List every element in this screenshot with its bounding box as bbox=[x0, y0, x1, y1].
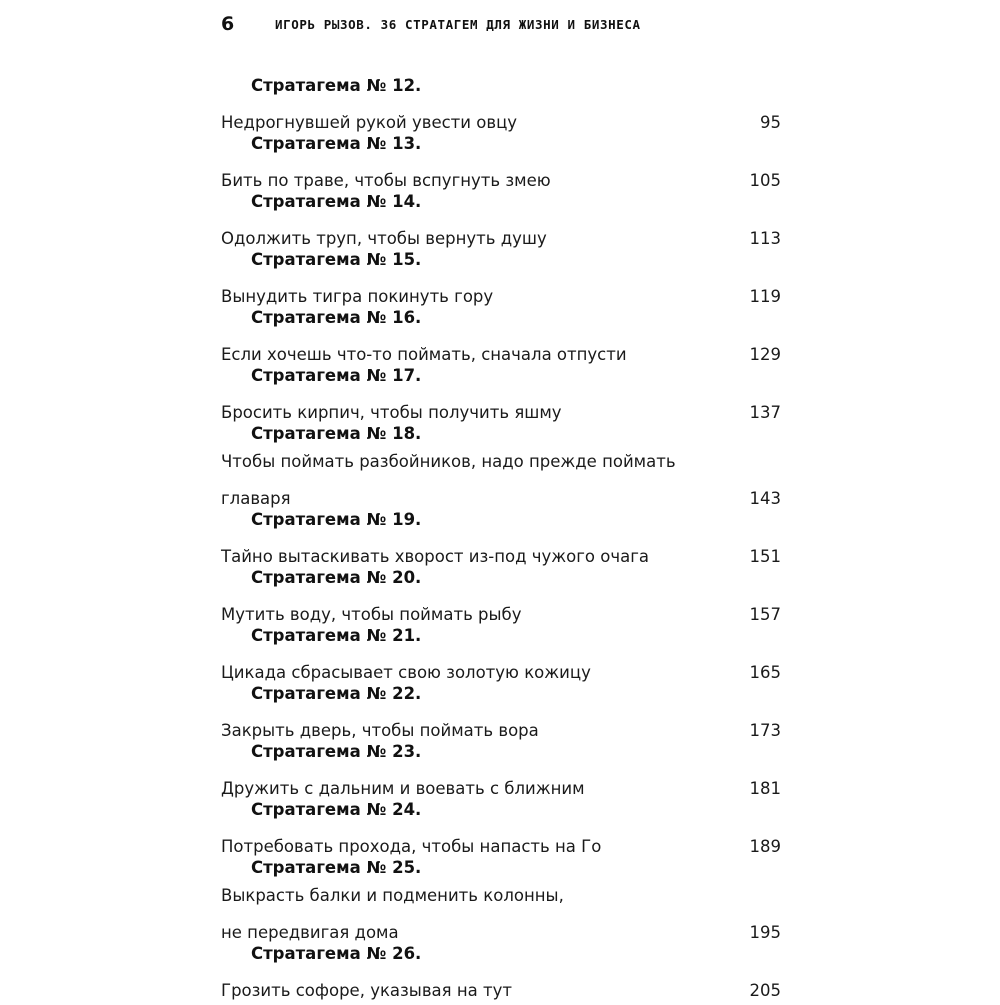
stratagem-heading: Стратагема № 22. bbox=[251, 684, 422, 703]
toc-entry-page: 95 bbox=[760, 113, 781, 132]
stratagem-heading: Стратагема № 16. bbox=[251, 308, 422, 327]
stratagem-heading: Стратагема № 19. bbox=[251, 510, 422, 529]
toc-entry-page: 165 bbox=[749, 663, 781, 682]
toc-entry-title: Цикада сбрасывает свою золотую кожицу bbox=[221, 663, 591, 682]
toc-entry bbox=[221, 506, 781, 564]
dot-leader bbox=[545, 708, 746, 736]
stratagem-heading: Стратагема № 18. bbox=[251, 424, 422, 443]
toc-entry-line[interactable] bbox=[221, 274, 781, 306]
running-header bbox=[221, 10, 781, 38]
toc-entry bbox=[221, 304, 781, 362]
toc-entry-line[interactable] bbox=[221, 910, 781, 942]
toc-entry bbox=[221, 680, 781, 738]
toc-entry-page: 129 bbox=[749, 345, 781, 364]
toc-entry-page: 173 bbox=[749, 721, 781, 740]
dot-leader bbox=[553, 216, 746, 244]
toc-entry bbox=[221, 420, 781, 506]
toc-entry-title: Мутить воду, чтобы поймать рыбу bbox=[221, 605, 522, 624]
toc-entry-title: Если хочешь что-то поймать, сначала отпусти bbox=[221, 345, 627, 364]
stratagem-heading: Стратагема № 14. bbox=[251, 192, 422, 211]
dot-leader bbox=[405, 910, 746, 938]
toc-entry-title: Потребовать прохода, чтобы напасть на Го bbox=[221, 837, 602, 856]
toc-entry bbox=[221, 188, 781, 246]
toc-entry bbox=[221, 738, 781, 796]
toc-entry-title: Бросить кирпич, чтобы получить яшму bbox=[221, 403, 562, 422]
toc-entry-line[interactable] bbox=[221, 968, 781, 1000]
toc-entry bbox=[221, 130, 781, 188]
toc-entry bbox=[221, 564, 781, 622]
toc-entry-line[interactable] bbox=[221, 158, 781, 190]
toc-entry-page: 195 bbox=[749, 923, 781, 942]
dot-leader bbox=[591, 766, 746, 794]
dot-leader bbox=[297, 476, 746, 504]
toc-entry-page: 119 bbox=[749, 287, 781, 306]
stratagem-heading: Стратагема № 24. bbox=[251, 800, 422, 819]
toc-entry bbox=[221, 796, 781, 854]
toc-entry bbox=[221, 622, 781, 680]
toc-entry-line[interactable] bbox=[221, 476, 781, 508]
dot-leader bbox=[499, 274, 745, 302]
toc-entry-line[interactable] bbox=[221, 824, 781, 856]
toc-entry bbox=[221, 362, 781, 420]
toc-entry-line[interactable] bbox=[221, 766, 781, 798]
stratagem-heading: Стратагема № 23. bbox=[251, 742, 422, 761]
stratagem-heading: Стратагема № 12. bbox=[251, 76, 422, 95]
toc-entry-line[interactable] bbox=[221, 100, 781, 132]
toc-entry-title: Недрогнувшей рукой увести овцу bbox=[221, 113, 518, 132]
dot-leader bbox=[597, 650, 746, 678]
dot-leader bbox=[557, 158, 746, 186]
running-title: ИГОРЬ РЫЗОВ. 36 СТРАТАГЕМ ДЛЯ ЖИЗНИ И БИЗНЕСА bbox=[275, 16, 641, 32]
dot-leader bbox=[633, 332, 746, 360]
toc-entry-page: 189 bbox=[749, 837, 781, 856]
toc-entry-title-line1[interactable]: Выкрасть балки и подменить колонны, bbox=[221, 886, 564, 905]
dot-leader bbox=[518, 968, 746, 996]
toc-entry-title: Закрыть дверь, чтобы поймать вора bbox=[221, 721, 539, 740]
toc-entry-title: Грозить софоре, указывая на тут bbox=[221, 981, 512, 1000]
toc-entry-line[interactable] bbox=[221, 708, 781, 740]
toc-entry bbox=[221, 246, 781, 304]
toc-entry bbox=[221, 854, 781, 940]
toc-entry bbox=[221, 72, 781, 130]
stratagem-heading: Стратагема № 25. bbox=[251, 858, 422, 877]
stratagem-heading: Стратагема № 21. bbox=[251, 626, 422, 645]
toc-entry-page: 181 bbox=[749, 779, 781, 798]
dot-leader bbox=[568, 390, 746, 418]
stratagem-heading: Стратагема № 17. bbox=[251, 366, 422, 385]
toc-entry-page: 105 bbox=[749, 171, 781, 190]
toc-entry-title: Бить по траве, чтобы вспугнуть змею bbox=[221, 171, 551, 190]
toc-entry-title: Тайно вытаскивать хворост из-под чужого очага bbox=[221, 547, 649, 566]
toc-entry-line[interactable] bbox=[221, 650, 781, 682]
table-of-contents bbox=[221, 72, 781, 1000]
page-number: 6 bbox=[221, 13, 235, 35]
dot-leader bbox=[655, 534, 746, 562]
toc-entry-page: 157 bbox=[749, 605, 781, 624]
toc-entry-page: 143 bbox=[749, 489, 781, 508]
stratagem-heading: Стратагема № 26. bbox=[251, 944, 422, 963]
stratagem-heading: Стратагема № 13. bbox=[251, 134, 422, 153]
toc-entry bbox=[221, 940, 781, 1000]
dot-leader bbox=[607, 824, 745, 852]
toc-entry-title: Одолжить труп, чтобы вернуть душу bbox=[221, 229, 547, 248]
toc-entry-page: 151 bbox=[749, 547, 781, 566]
toc-entry-line[interactable] bbox=[221, 534, 781, 566]
toc-entry-line[interactable] bbox=[221, 216, 781, 248]
toc-entry-title: Вынудить тигра покинуть гору bbox=[221, 287, 494, 306]
toc-entry-page: 113 bbox=[749, 229, 781, 248]
toc-entry-title: Дружить с дальним и воевать с ближним bbox=[221, 779, 585, 798]
toc-entry-page: 205 bbox=[749, 981, 781, 1000]
stratagem-heading: Стратагема № 15. bbox=[251, 250, 422, 269]
toc-entry-line[interactable] bbox=[221, 592, 781, 624]
toc-entry-title: не передвигая дома bbox=[221, 923, 399, 942]
toc-entry-line[interactable] bbox=[221, 332, 781, 364]
toc-entry-title: главаря bbox=[221, 489, 291, 508]
dot-leader bbox=[523, 100, 756, 128]
toc-entry-page: 137 bbox=[749, 403, 781, 422]
dot-leader bbox=[528, 592, 746, 620]
toc-entry-line[interactable] bbox=[221, 390, 781, 422]
stratagem-heading: Стратагема № 20. bbox=[251, 568, 422, 587]
toc-entry-title-line1[interactable]: Чтобы поймать разбойников, надо прежде поймать bbox=[221, 452, 676, 471]
